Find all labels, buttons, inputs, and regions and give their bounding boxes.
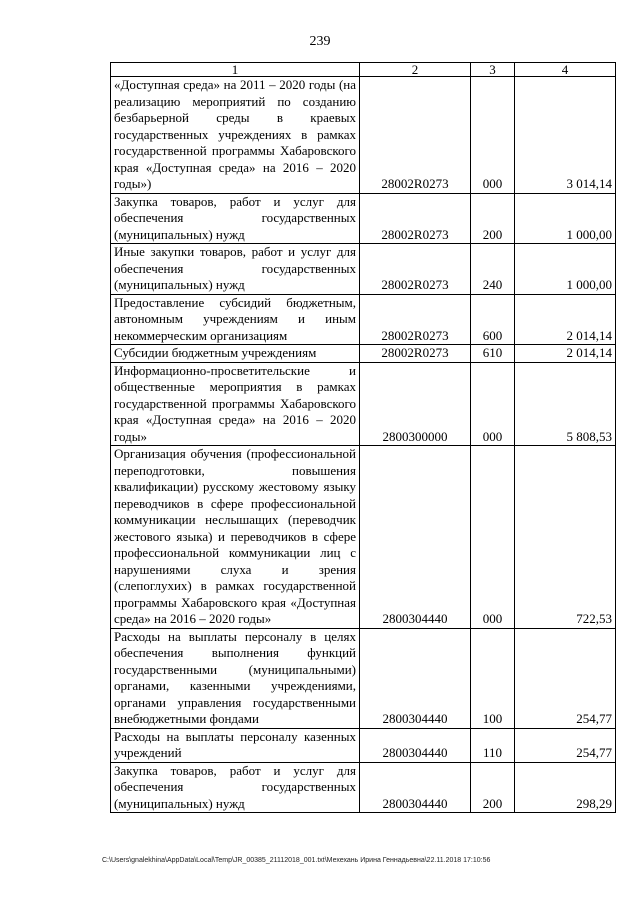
row-type-cell: 610 — [471, 345, 515, 363]
row-name-cell: Субсидии бюджетным учреждениям — [111, 345, 360, 363]
row-name-cell: Расходы на выплаты персоналу в целях обеспечения выполнения функций государственными (муниципальными) органами, казенными учреждениями, органами управления государственными внебюджетными фондами — [111, 628, 360, 728]
row-code-cell: 28002R0273 — [360, 345, 471, 363]
table-row — [111, 294, 616, 345]
row-code-cell: 2800304440 — [360, 762, 471, 813]
row-amount-cell: 254,77 — [515, 728, 616, 762]
row-amount-cell: 254,77 — [515, 628, 616, 728]
row-type-cell: 000 — [471, 446, 515, 629]
row-amount-cell: 1 000,00 — [515, 244, 616, 295]
row-code-cell: 2800300000 — [360, 362, 471, 446]
row-amount-cell: 722,53 — [515, 446, 616, 629]
row-amount-cell: 3 014,14 — [515, 77, 616, 194]
table-row — [111, 446, 616, 629]
row-amount-cell: 298,29 — [515, 762, 616, 813]
row-name-cell: Расходы на выплаты персоналу казенных учреждений — [111, 728, 360, 762]
table-row — [111, 77, 616, 194]
column-header-name: 1 — [111, 63, 360, 77]
row-name-cell: Организация обучения (профессиональной переподготовки, повышения квалификации) русскому жестовому языку переводчиков в сфере профессиональной коммуникации неслышащих (переводчик жестового языка) и переводчиков в сфере профессиональной коммуникации лиц с нарушениями слуха и зрения (слепоглухих) в рамках государственной программы Хабаровского края «Доступная среда» на 2016 – 2020 годы» — [111, 446, 360, 629]
row-name-cell: Закупка товаров, работ и услуг для обеспечения государственных (муниципальных) нужд — [111, 193, 360, 244]
table-row — [111, 762, 616, 813]
row-code-cell: 2800304440 — [360, 628, 471, 728]
column-header-amount: 4 — [515, 63, 616, 77]
row-name-cell: Предоставление субсидий бюджетным, автономным учреждениям и иным некоммерческим организациям — [111, 294, 360, 345]
file-path-footer: C:\Users\gnalekhina\AppData\Local\Temp\JR_00385_21112018_001.txt\Мехехань Ирина Геннадьевна\22.11.2018 17:10:56 — [102, 857, 491, 864]
row-type-cell: 240 — [471, 244, 515, 295]
row-name-cell: Информационно-просветительские и общественные мероприятия в рамках государственной программы Хабаровского края «Доступная среда» на 2016 – 2020 годы» — [111, 362, 360, 446]
table-row — [111, 193, 616, 244]
row-name-cell: Закупка товаров, работ и услуг для обеспечения государственных (муниципальных) нужд — [111, 762, 360, 813]
table-row — [111, 244, 616, 295]
row-amount-cell: 5 808,53 — [515, 362, 616, 446]
row-amount-cell: 2 014,14 — [515, 294, 616, 345]
column-header-type: 3 — [471, 63, 515, 77]
row-type-cell: 200 — [471, 762, 515, 813]
row-name-cell: Иные закупки товаров, работ и услуг для обеспечения государственных (муниципальных) нужд — [111, 244, 360, 295]
table-body — [111, 77, 616, 813]
row-name-cell: «Доступная среда» на 2011 – 2020 годы (на реализацию мероприятий по созданию безбарьерной среды в краевых государственных учреждениях в рамках государственной программы Хабаровского края «Доступная среда» на 2016 – 2020 годы») — [111, 77, 360, 194]
table-row — [111, 362, 616, 446]
row-amount-cell: 1 000,00 — [515, 193, 616, 244]
page-number: 239 — [309, 34, 331, 49]
budget-table — [110, 62, 616, 813]
row-type-cell: 200 — [471, 193, 515, 244]
row-code-cell: 28002R0273 — [360, 244, 471, 295]
row-code-cell: 28002R0273 — [360, 193, 471, 244]
row-amount-cell: 2 014,14 — [515, 345, 616, 363]
row-code-cell: 28002R0273 — [360, 77, 471, 194]
row-code-cell: 2800304440 — [360, 728, 471, 762]
row-type-cell: 000 — [471, 77, 515, 194]
table-row — [111, 628, 616, 728]
table-row — [111, 345, 616, 363]
table-header-row — [111, 63, 616, 77]
row-code-cell: 2800304440 — [360, 446, 471, 629]
row-type-cell: 100 — [471, 628, 515, 728]
row-type-cell: 000 — [471, 362, 515, 446]
row-code-cell: 28002R0273 — [360, 294, 471, 345]
row-type-cell: 110 — [471, 728, 515, 762]
column-header-code: 2 — [360, 63, 471, 77]
table-row — [111, 728, 616, 762]
row-type-cell: 600 — [471, 294, 515, 345]
